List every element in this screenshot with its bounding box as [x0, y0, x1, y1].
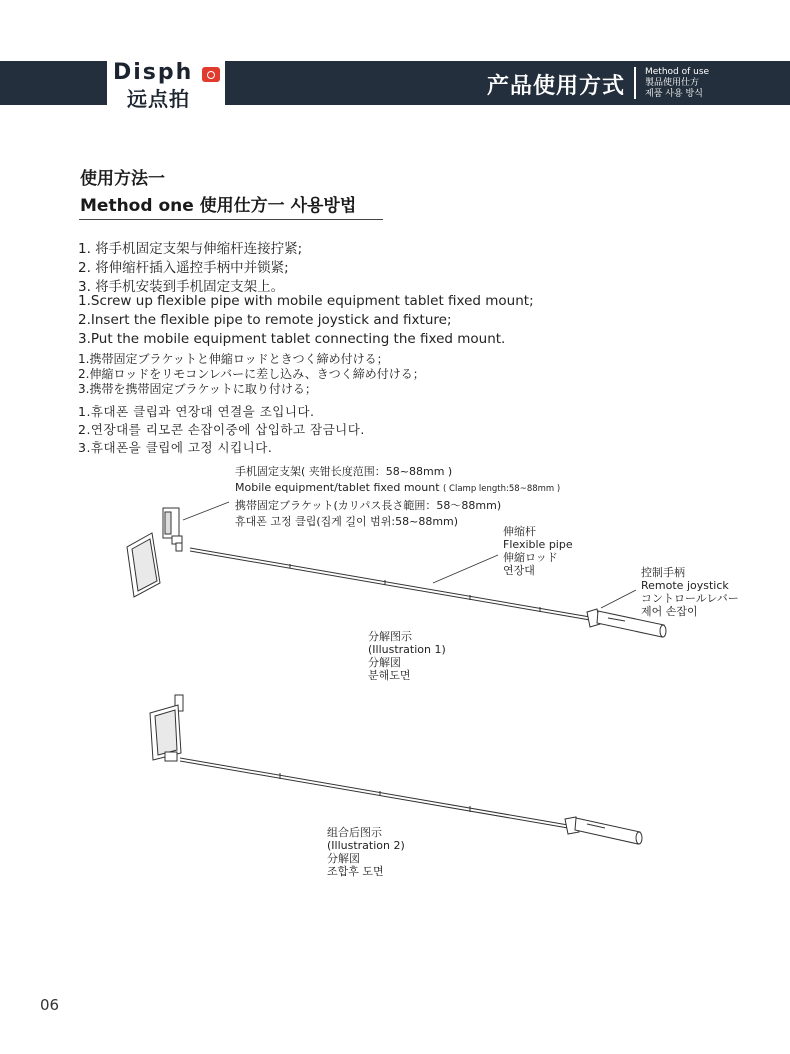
- logo-text-cn: 远点拍: [127, 87, 190, 111]
- illustration-1-cn: 分解图示: [368, 630, 412, 643]
- illustration-2-en: (Illustration 2): [327, 839, 405, 852]
- joystick-label: [641, 566, 739, 618]
- illustration-2-kr: 조합후 도면: [327, 865, 384, 878]
- illustration-1-caption: [368, 630, 446, 682]
- assembled-view-drawing: [150, 695, 642, 844]
- logo-text-en: Disph: [113, 60, 194, 85]
- instruction-en-3: 3.Put the mobile equipment tablet connecting the fixed mount.: [78, 331, 506, 347]
- joystick-label-cn: 控制手柄: [641, 566, 685, 579]
- header-sub-jp: 製品使用仕方: [645, 78, 700, 88]
- pipe-label: [503, 525, 573, 577]
- page-title: 产品使用方式: [486, 74, 625, 99]
- instruction-kr-2: 2.연장대를 리모콘 손잡이중에 삽입하고 잠금니다.: [78, 422, 365, 437]
- section-title-cn: 使用方法一: [80, 169, 165, 189]
- mount-label-kr: 휴대폰 고정 클립(집게 길이 범위:58~88mm): [235, 515, 459, 528]
- pipe-label-kr: 연장대: [503, 564, 535, 577]
- illustration-2-cn: 组合后图示: [327, 826, 382, 839]
- tablet-drawing: [127, 533, 160, 597]
- assembled-joystick-drawing: [565, 817, 642, 844]
- instruction-kr-3: 3.휴대폰을 클립에 고정 시킵니다.: [78, 440, 273, 455]
- instruction-jp-3: 3.携帯を携帯固定ブラケットに取り付ける；: [78, 382, 317, 396]
- illustration-2-caption: [327, 826, 405, 878]
- pipe-label-jp: 伸縮ロッド: [503, 551, 558, 564]
- mount-label-cn: 手机固定支架( 夹钳长度范围：58~88mm ): [235, 465, 453, 478]
- header-sub-kr: 제품 사용 방식: [645, 89, 703, 99]
- clamp-mount-drawing: [163, 508, 182, 551]
- assembled-tablet-drawing: [150, 695, 183, 761]
- mount-label-en: [235, 481, 560, 496]
- illustration-1-en: (Illustration 1): [368, 643, 446, 656]
- header-sub-en: Method of use: [645, 67, 710, 77]
- mount-label-en-main: Mobile equipment/tablet fixed mount: [235, 481, 440, 494]
- joystick-label-kr: 제어 손잡이: [641, 605, 698, 618]
- pipe-label-cn: 伸缩杆: [503, 525, 536, 538]
- mount-label: [235, 465, 560, 528]
- instruction-cn-2: 2. 将伸缩杆插入遥控手柄中并锁紧;: [78, 260, 289, 276]
- instruction-en-2: 2.Insert the flexible pipe to remote joystick and fixture;: [78, 312, 452, 328]
- pipe-label-en: Flexible pipe: [503, 538, 573, 551]
- page-number: 06: [40, 996, 60, 1014]
- illustration-1-kr: 분해도면: [368, 669, 411, 682]
- instruction-jp-1: 1.携帯固定ブラケットと伸縮ロッドときつく締め付ける；: [78, 352, 389, 366]
- instruction-cn-3: 3. 将手机安装到手机固定支架上。: [78, 279, 285, 295]
- joystick-label-en: Remote joystick: [641, 579, 729, 592]
- illustration-2-jp: 分解図: [327, 852, 360, 865]
- instruction-kr-1: 1.휴대폰 클립과 연장대 연결을 조입니다.: [78, 404, 315, 419]
- instruction-en-1: 1.Screw up flexible pipe with mobile equipment tablet fixed mount;: [78, 293, 534, 309]
- instruction-cn-1: 1. 将手机固定支架与伸缩杆连接拧紧;: [78, 241, 303, 257]
- instruction-jp-2: 2.伸縮ロッドをリモコンレバーに差し込み、きつく締め付ける；: [78, 367, 425, 381]
- joystick-label-jp: コントロールレバー: [641, 592, 739, 605]
- mount-label-en-small: ( Clamp length:58~88mm ): [443, 484, 561, 494]
- assembled-pipe-drawing: [180, 758, 568, 828]
- section-title-multilang: Method one 使用仕方一 사용방법: [80, 196, 357, 216]
- illustration-1-jp: 分解図: [368, 656, 401, 669]
- mount-label-jp: 携帯固定ブラケット(カリパス長さ範囲：58〜88mm): [235, 499, 502, 512]
